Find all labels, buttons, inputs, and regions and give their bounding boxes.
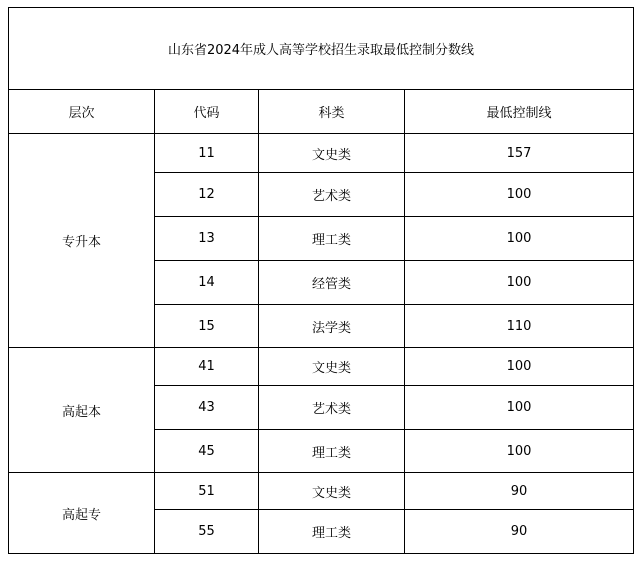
level-cell: 高起专 [9,473,155,554]
code-cell: 14 [155,261,259,305]
score-cell: 100 [405,348,634,386]
code-cell: 12 [155,173,259,217]
code-cell: 43 [155,386,259,430]
title-row [9,8,634,90]
score-cell: 100 [405,261,634,305]
score-cell: 100 [405,386,634,430]
category-cell: 经管类 [259,261,405,305]
table-row [9,348,634,386]
score-table [8,7,634,554]
table-row [9,473,634,510]
code-cell: 41 [155,348,259,386]
code-cell: 11 [155,134,259,173]
code-cell: 45 [155,430,259,473]
code-cell: 51 [155,473,259,510]
score-cell: 100 [405,173,634,217]
score-cell: 90 [405,510,634,554]
category-cell: 文史类 [259,348,405,386]
table-row [9,134,634,173]
category-cell: 法学类 [259,305,405,348]
header-row [9,90,634,134]
category-cell: 理工类 [259,430,405,473]
header-level: 层次 [9,90,155,134]
score-cell: 100 [405,430,634,473]
code-cell: 13 [155,217,259,261]
header-score: 最低控制线 [405,90,634,134]
level-cell: 高起本 [9,348,155,473]
category-cell: 艺术类 [259,386,405,430]
category-cell: 理工类 [259,510,405,554]
header-code: 代码 [155,90,259,134]
category-cell: 文史类 [259,473,405,510]
code-cell: 15 [155,305,259,348]
score-cell: 110 [405,305,634,348]
category-cell: 艺术类 [259,173,405,217]
score-cell: 157 [405,134,634,173]
score-cell: 90 [405,473,634,510]
table-title: 山东省2024年成人高等学校招生录取最低控制分数线 [9,8,634,90]
header-category: 科类 [259,90,405,134]
category-cell: 理工类 [259,217,405,261]
code-cell: 55 [155,510,259,554]
category-cell: 文史类 [259,134,405,173]
score-cell: 100 [405,217,634,261]
level-cell: 专升本 [9,134,155,348]
